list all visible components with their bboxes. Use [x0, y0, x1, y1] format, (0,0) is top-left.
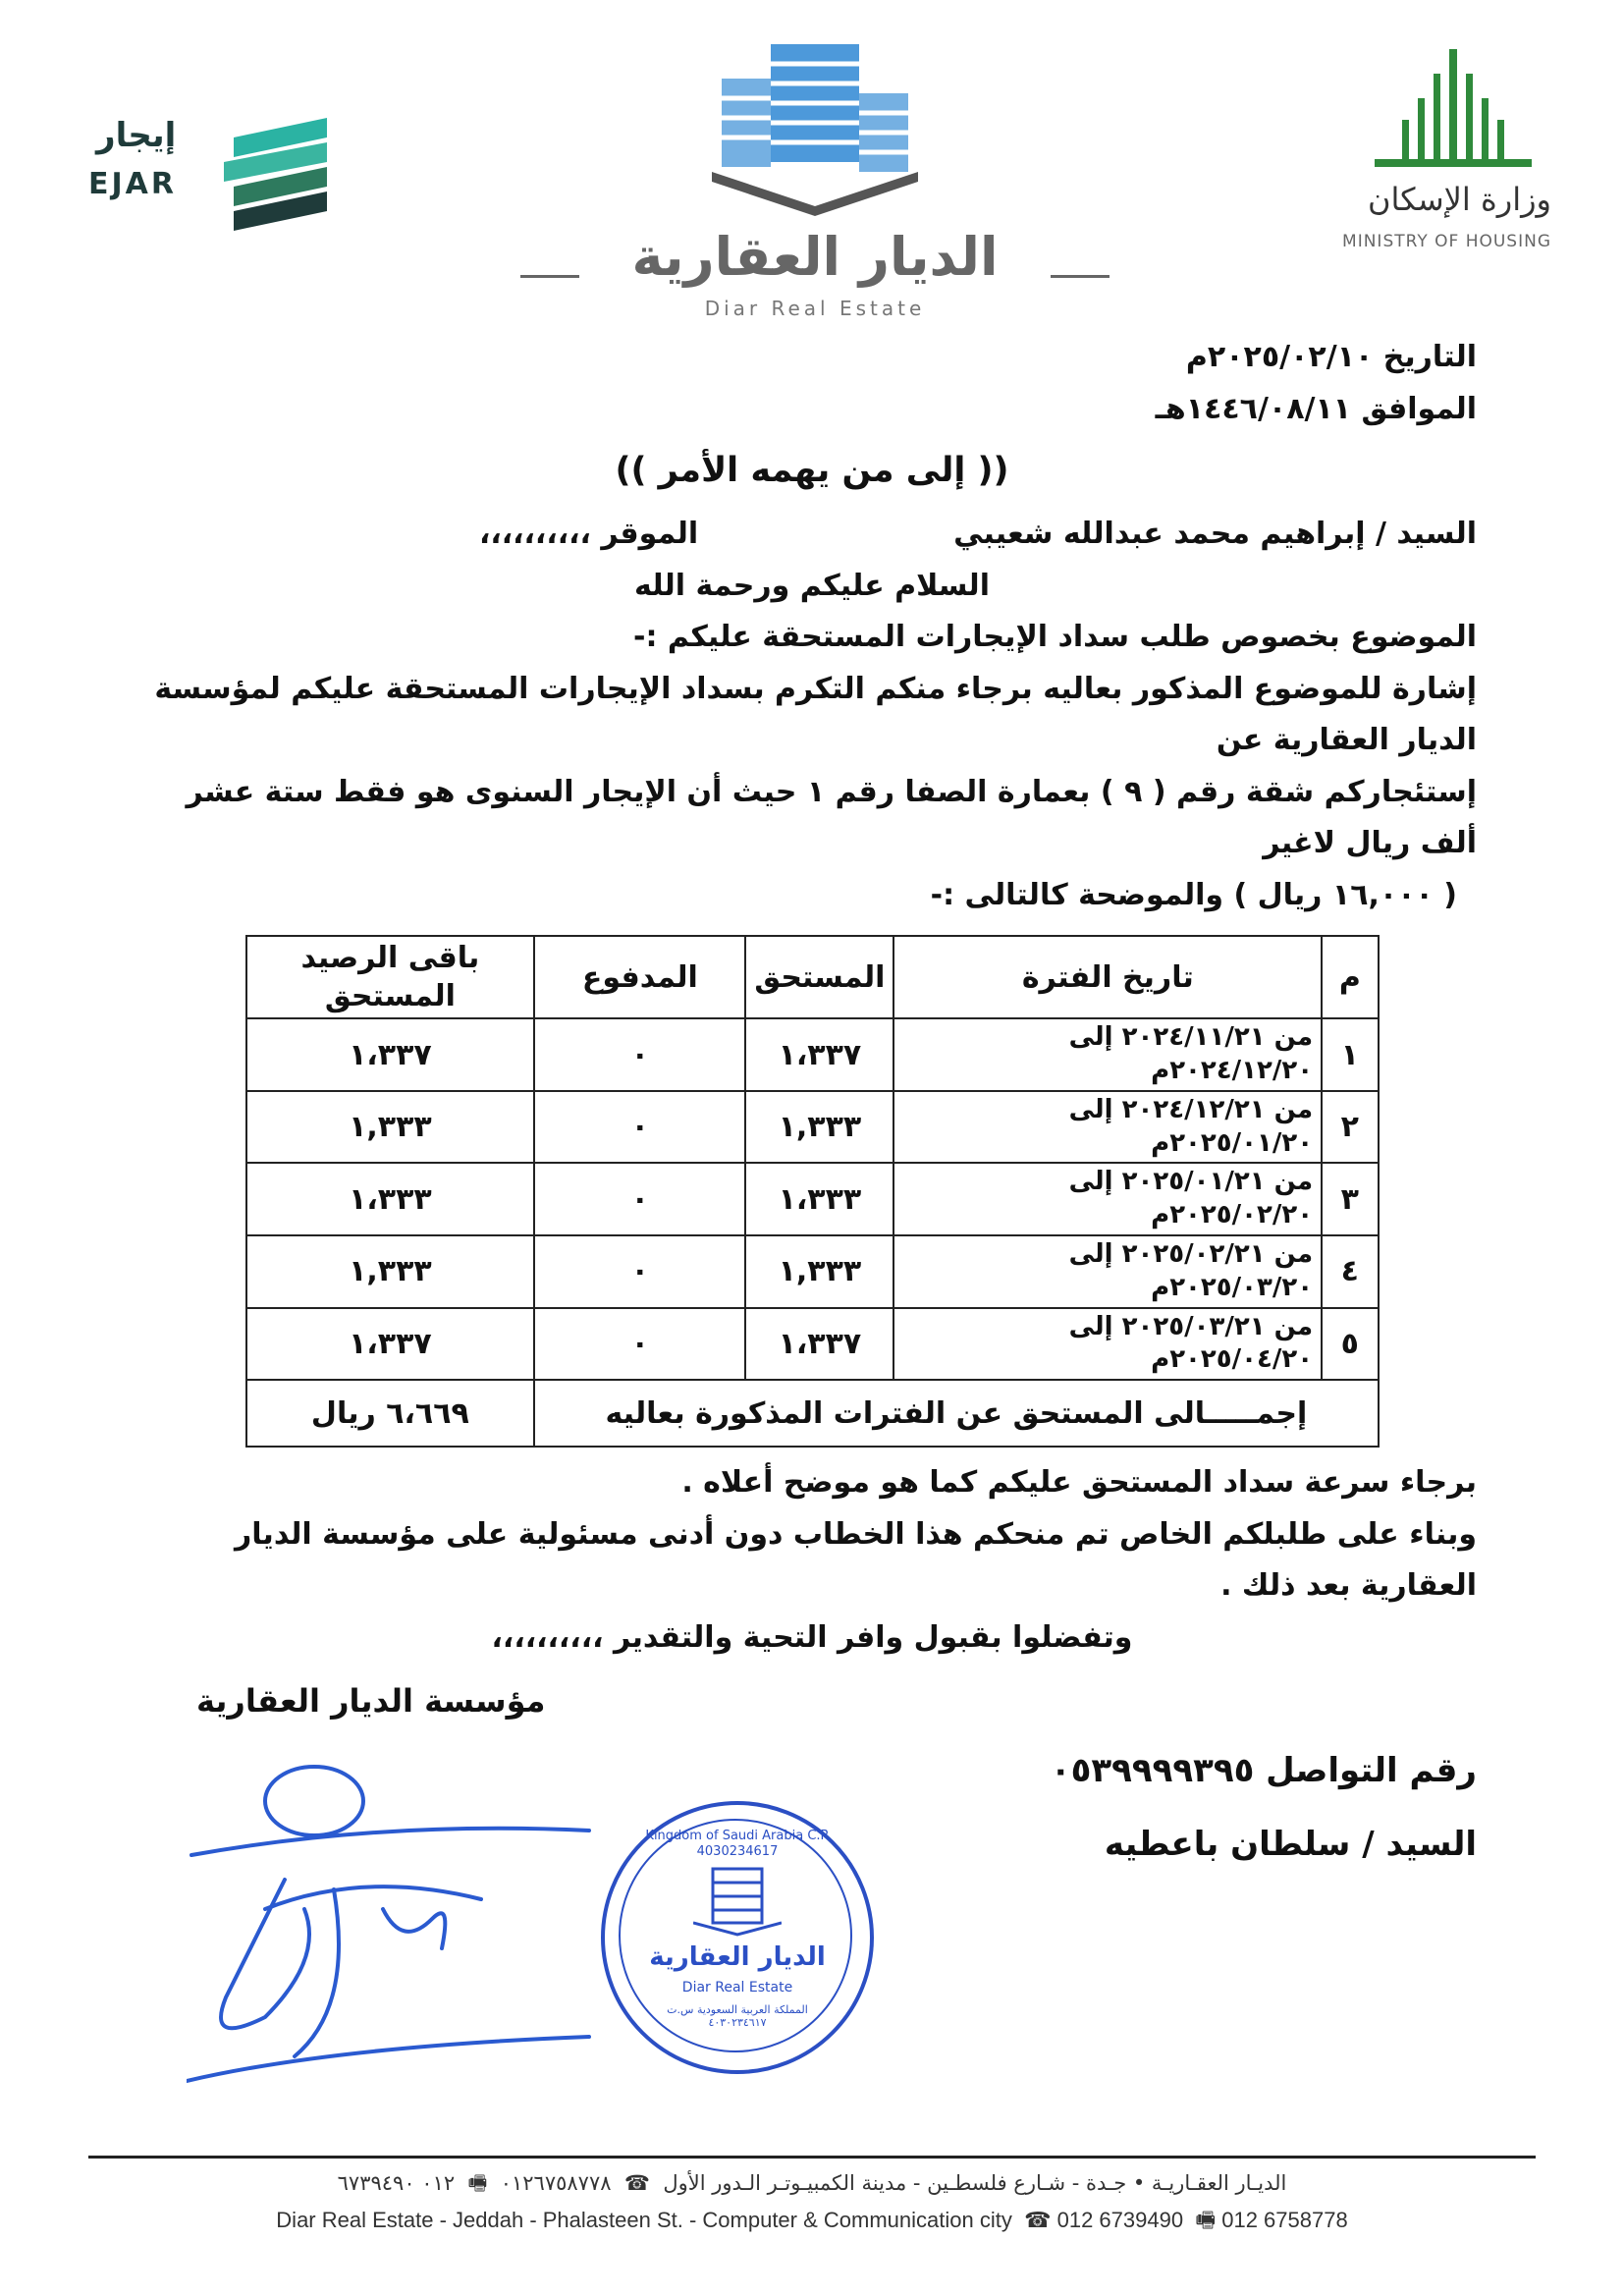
- table-header-row: [246, 936, 1379, 1018]
- row-number: ٢: [1322, 1091, 1378, 1164]
- hijri-date: الموافق ١٤٤٦/٠٨/١١هـ: [1155, 391, 1477, 426]
- row-number: ٤: [1322, 1235, 1378, 1308]
- footer-divider: [88, 2156, 1536, 2159]
- logo-line-left: [520, 275, 579, 278]
- total-value: ٦،٦٦٩ ريال: [246, 1380, 535, 1447]
- subject: الموضوع بخصوص طلب سداد الإيجارات المستحقة عليكم :-: [633, 620, 1477, 655]
- stamp-name-ar: الديار العقارية: [649, 1942, 826, 1973]
- company-signature-name: مؤسسة الديار العقارية: [196, 1682, 546, 1721]
- row-due: ١,٣٣٣: [745, 1235, 893, 1308]
- row-period: من ٢٠٢٤/١١/٢١ إلى ٢٠٢٤/١٢/٢٠م: [893, 1018, 1322, 1091]
- fax-icon: 🖷: [1189, 2207, 1217, 2232]
- stamp-building-icon: [693, 1866, 782, 1937]
- rent-dues-table: [245, 935, 1380, 1448]
- row-balance: ١،٣٣٧: [246, 1018, 535, 1091]
- table-row: [246, 1235, 1379, 1308]
- header-paid: المدفوع: [534, 936, 745, 1018]
- table-row: [246, 1308, 1379, 1381]
- footer-arabic-fax: ٠١٢ ٦٧٣٩٤٩٠: [337, 2171, 456, 2195]
- row-due: ١،٣٣٣: [745, 1163, 893, 1235]
- header-number: م: [1322, 936, 1378, 1018]
- total-label: إجمـــــالى المستحق عن الفترات المذكورة بعاليه: [534, 1380, 1378, 1447]
- footer-english-address: Diar Real Estate - Jeddah - Phalasteen St. - Computer & Communication city: [276, 2207, 1012, 2232]
- greeting: السلام عليكم ورحمة الله: [634, 568, 990, 603]
- footer-arabic: [88, 2166, 1536, 2202]
- ejar-logo-latin: EJAR: [88, 167, 177, 201]
- row-due: ١،٣٣٧: [745, 1308, 893, 1381]
- row-paid: ٠: [534, 1308, 745, 1381]
- company-stamp: [601, 1801, 874, 2074]
- regards: وتفضلوا بقبول وافر التحية والتقدير ،،،،،،،،،،: [491, 1619, 1133, 1655]
- row-balance: ١,٣٣٣: [246, 1091, 535, 1164]
- recipient-honorific: الموقر ،،،،،،،،،،: [478, 517, 699, 552]
- contact-person: السيد / سلطان باعطيه: [1104, 1825, 1477, 1865]
- paragraph-line-1: إشارة للموضوع المذكور بعاليه برجاء منكم التكرم بسداد الإيجارات المستحقة عليكم لمؤسسة الديار العقارية عن: [154, 671, 1477, 758]
- table-total-row: [246, 1380, 1379, 1447]
- row-paid: ٠: [534, 1235, 745, 1308]
- row-number: ١: [1322, 1018, 1378, 1091]
- row-paid: ٠: [534, 1163, 745, 1235]
- ejar-logo-arabic: إيجار: [96, 116, 177, 155]
- ministry-of-housing-logo: [1342, 49, 1561, 260]
- row-period: من ٢٠٢٥/٠١/٢١ إلى ٢٠٢٥/٠٢/٢٠م: [893, 1163, 1322, 1235]
- ejar-logo: [86, 108, 332, 231]
- paragraph-line-3: ( ١٦,٠٠٠ ريال ) والموضحة كالتالى :-: [930, 877, 1457, 912]
- table-row: [246, 1163, 1379, 1235]
- stamp-name-en: Diar Real Estate: [681, 1980, 793, 1996]
- buildings-icon: [702, 39, 928, 216]
- fax-icon: 🖷: [460, 2171, 495, 2195]
- paragraph-line-2: إستئجاركم شقة رقم ( ٩ ) بعمارة الصفا رقم ١ حيث أن الإيجار السنوى هو فقط ستة عشر ألف ريال لاغير: [186, 774, 1477, 861]
- footer-fax: 012 6758778: [1221, 2207, 1348, 2232]
- phone-icon: ☎: [1017, 2207, 1052, 2232]
- payment-request: برجاء سرعة سداد المستحق عليكم كما هو موضح أعلاه .: [681, 1465, 1477, 1501]
- signature-area: [147, 1673, 1477, 2096]
- ministry-name-arabic: وزارة الإسكان: [1367, 181, 1551, 218]
- header-balance: باقى الرصيد المستحق: [246, 936, 535, 1018]
- stamp-arabic-outer: المملكة العربية السعودية س.ت ٤٠٣٠٢٣٤٦١٧: [667, 2003, 808, 2030]
- ministry-name-latin: MINISTRY OF HOUSING: [1342, 232, 1551, 251]
- footer: [88, 2166, 1536, 2238]
- gregorian-date: التاريخ ٢٠٢٥/٠٢/١٠م: [1185, 340, 1477, 374]
- stamp-outer-text: Kingdom of Saudi Arabia C.R 4030234617: [645, 1829, 830, 1859]
- row-balance: ١،٣٣٣: [246, 1163, 535, 1235]
- row-due: ١,٣٣٣: [745, 1091, 893, 1164]
- recipient-name: السيد / إبراهيم محمد عبدالله شعيبي: [953, 517, 1477, 552]
- header-due: المستحق: [745, 936, 893, 1018]
- row-paid: ٠: [534, 1091, 745, 1164]
- footer-phone: 012 6739490: [1056, 2207, 1184, 2232]
- footer-arabic-phone: ٠١٢٦٧٥٨٧٧٨: [500, 2171, 612, 2195]
- footer-arabic-address: الديـار العقـاريـة • جـدة - شـارع فلسطـين - مدينة الكمبيـوتـر الـدور الأول: [663, 2171, 1287, 2195]
- letter-body: [147, 332, 1477, 2096]
- ejar-stripes-icon: [214, 118, 332, 236]
- row-number: ٣: [1322, 1163, 1378, 1235]
- handwritten-signature-icon: [187, 1762, 619, 2086]
- row-balance: ١,٣٣٣: [246, 1235, 535, 1308]
- disclaimer: وبناء على طلبلكم الخاص تم منحكم هذا الخطاب دون أدنى مسئولية على مؤسسة الديار العقارية بعد ذلك .: [235, 1516, 1477, 1604]
- logo-line-right: [1051, 275, 1110, 278]
- row-paid: ٠: [534, 1018, 745, 1091]
- table-row: [246, 1091, 1379, 1164]
- row-period: من ٢٠٢٤/١٢/٢١ إلى ٢٠٢٥/٠١/٢٠م: [893, 1091, 1322, 1164]
- contact-number: رقم التواصل ٠٥٣٩٩٩٩٣٩٥: [1050, 1751, 1477, 1791]
- recipient-row: [147, 509, 1477, 561]
- company-logo-latin: Diar Real Estate: [704, 297, 926, 320]
- phone-icon: ☎: [618, 2171, 657, 2195]
- row-number: ٥: [1322, 1308, 1378, 1381]
- company-logo-arabic: الديار العقارية: [631, 226, 999, 288]
- letter-title: (( إلى من يهمه الأمر )): [615, 451, 1009, 490]
- ministry-emblem-icon: [1365, 49, 1542, 177]
- row-period: من ٢٠٢٥/٠٢/٢١ إلى ٢٠٢٥/٠٣/٢٠م: [893, 1235, 1322, 1308]
- row-period: من ٢٠٢٥/٠٣/٢١ إلى ٢٠٢٥/٠٤/٢٠م: [893, 1308, 1322, 1381]
- header-period: تاريخ الفترة: [893, 936, 1322, 1018]
- row-balance: ١،٣٣٧: [246, 1308, 535, 1381]
- table-row: [246, 1018, 1379, 1091]
- footer-english: [88, 2202, 1536, 2238]
- row-due: ١،٣٣٧: [745, 1018, 893, 1091]
- diar-real-estate-logo: [520, 39, 1110, 324]
